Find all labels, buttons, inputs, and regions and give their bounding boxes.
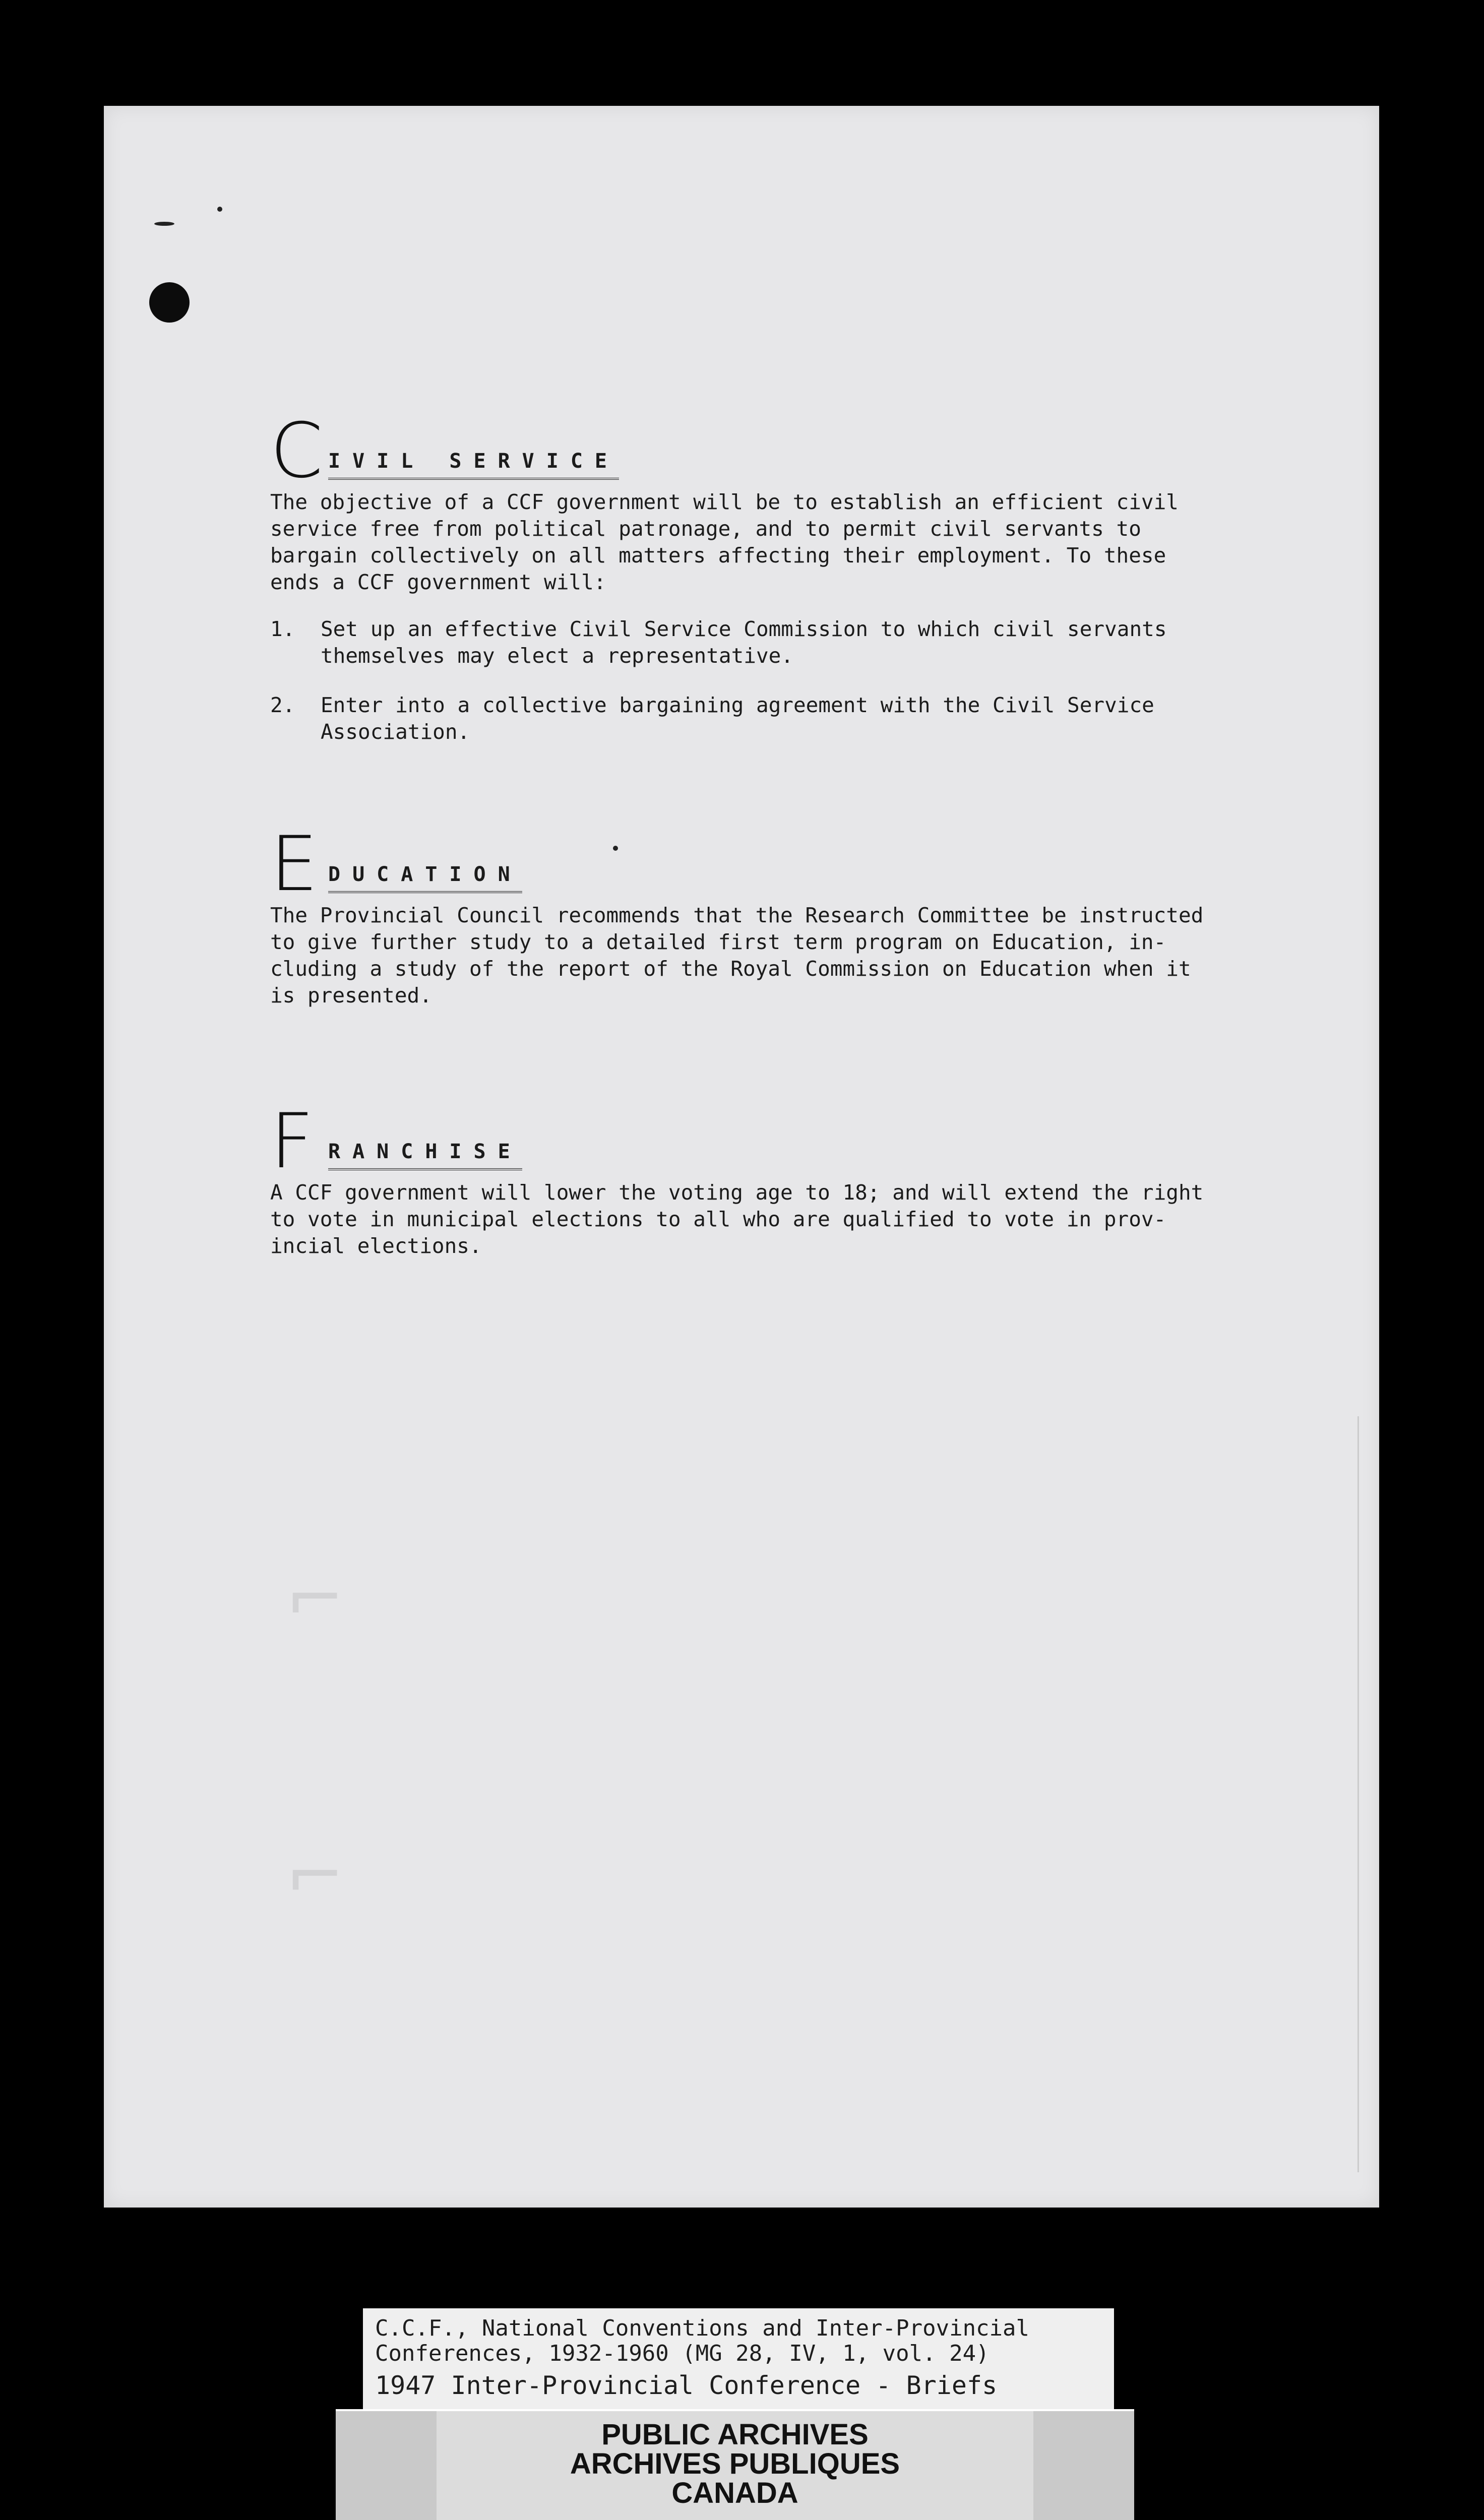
archive-stamp: [336, 2409, 1134, 2520]
list-item-text: Enter into a collective bargaining agreement with the Civil Service Association.: [321, 693, 1154, 744]
catalogue-line-1: C.C.F., National Conventions and Inter-Provincial: [375, 2315, 1030, 2341]
heading-title: IVIL SERVICE: [328, 449, 619, 480]
list-item: [270, 616, 1228, 669]
bleed-through-mark: ⌐: [285, 1835, 345, 1917]
stamp-line-1: PUBLIC ARCHIVES: [601, 2418, 869, 2451]
ink-speck: [154, 222, 174, 226]
bleed-through-mark: ⌐: [285, 1557, 345, 1640]
stamp-text: [336, 2420, 1134, 2508]
list-item: [270, 692, 1228, 745]
list-item-text: Set up an effective Civil Service Commission to which civil servants themselves may elect a representative.: [321, 617, 1167, 668]
civil-service-list: [270, 616, 1228, 745]
stamp-line-2: ARCHIVES PUBLIQUES: [570, 2447, 900, 2480]
franchise-paragraph: A CCF government will lower the voting age to 18; and will extend the right to vote in municipal elections to all who are qualified to vote in prov- incial elections.: [270, 1180, 1204, 1258]
catalogue-line-3: 1947 Inter-Provincial Conference - Briefs: [375, 2371, 998, 2400]
stamp-line-3: CANADA: [671, 2477, 798, 2509]
document-page: [104, 106, 1379, 2208]
education-paragraph: The Provincial Council recommends that the Research Committee be instructed to give further study to a detailed first term program on Education, in- cluding a study of the report of the Royal Commission on Education when it is presented.: [270, 903, 1204, 1007]
list-item-number: 1.: [270, 617, 295, 641]
catalogue-label: [363, 2308, 1114, 2409]
franchise-section: [270, 1098, 1228, 1259]
ink-speck: [217, 207, 222, 212]
catalogue-line-2: Conferences, 1932-1960 (MG 28, IV, 1, vol. 24): [375, 2341, 990, 2366]
civil-service-intro: The objective of a CCF government will be to establish an efficient civil service free from political patronage, and to permit civil servants to bargain collectively on all matters affecting their employment. To these ends a CCF government will:: [270, 490, 1179, 594]
list-item-number: 2.: [270, 693, 295, 717]
fold-line: [1357, 1416, 1359, 2172]
heading-title: DUCATION: [328, 862, 522, 893]
heading-initial: F: [270, 1098, 314, 1185]
education-section: [270, 821, 1228, 1009]
education-heading: [270, 821, 1228, 908]
heading-initial: E: [270, 821, 318, 908]
punch-hole: [149, 282, 190, 323]
civil-service-heading: [270, 407, 1228, 495]
civil-service-section: [270, 407, 1228, 768]
heading-title: RANCHISE: [328, 1139, 522, 1170]
franchise-heading: [270, 1098, 1228, 1185]
heading-initial: C: [270, 407, 323, 495]
